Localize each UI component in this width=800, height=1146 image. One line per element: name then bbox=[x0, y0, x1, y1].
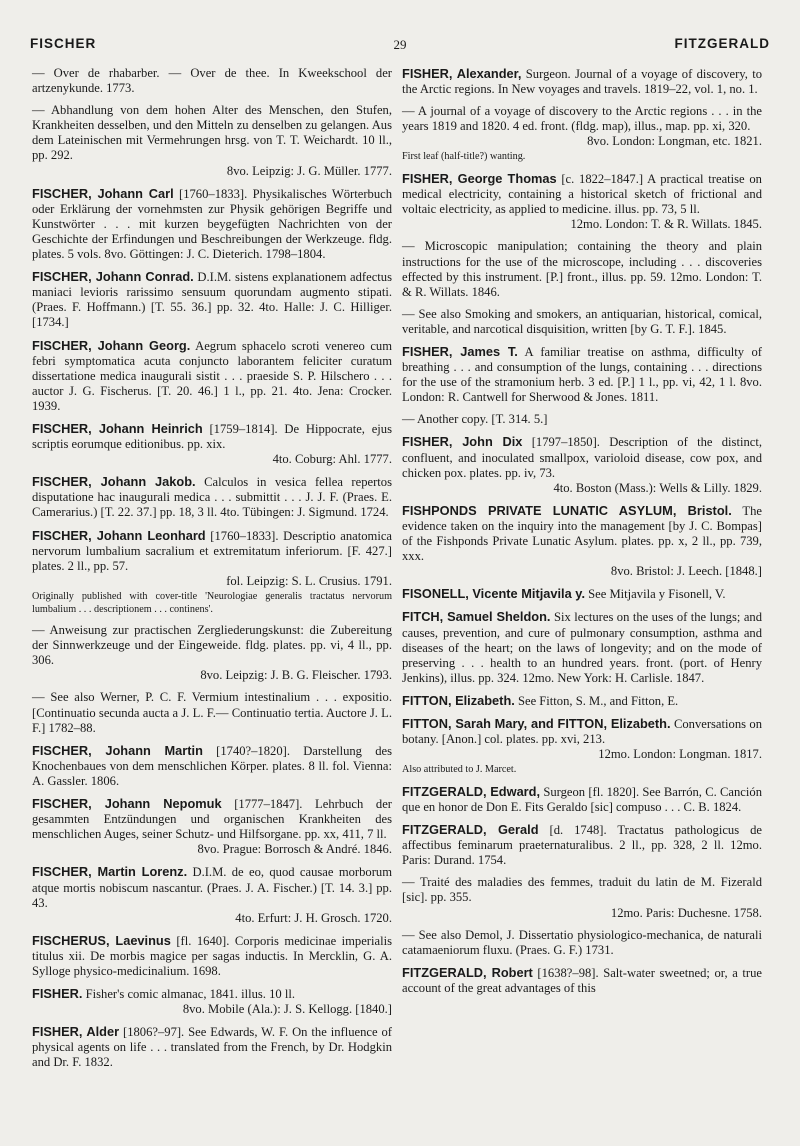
entry-text: See Fitton, S. M., and Fitton, E. bbox=[517, 693, 679, 708]
entry-imprint: fol. Leipzig: S. L. Crusius. 1791. bbox=[226, 573, 392, 588]
catalogue-entry bbox=[32, 421, 392, 467]
entry-heading: FITZGERALD, Gerald bbox=[402, 822, 539, 838]
entry-heading: FISCHER, Johann Carl bbox=[32, 185, 174, 201]
catalogue-entry bbox=[32, 474, 392, 520]
catalogue-entry bbox=[32, 186, 392, 262]
entry-heading: FISCHER, Johann Jakob. bbox=[32, 474, 196, 490]
entry-heading: FISCHER, Johann Leonhard bbox=[32, 527, 206, 543]
entry-text: See Mitjavila y Fisonell, V. bbox=[588, 587, 726, 602]
entry-text: [1777–1847]. Lehrbuch der gesammten Entzündungen und organischen Krankheiten des menschlichen Auges, seiner Schutz- und Hilfsorgane. pp. xx, 411, 7 ll. bbox=[32, 797, 393, 842]
entry-text: [1797–1850]. Description of the distinct, confluent, and inoculated smallpox, varioloid disease, cow pox, and chicken pox. plates. pp. iv, 73. bbox=[402, 435, 762, 480]
entry-text: Fisher's comic almanac, 1841. illus. 10 ll. bbox=[85, 987, 295, 1002]
catalogue-entry bbox=[402, 928, 762, 958]
catalogue-entry bbox=[32, 623, 392, 683]
catalogue-entry bbox=[402, 66, 762, 97]
entry-text: [1806?–97]. See Edwards, W. F. On the influence of physical agents on life . . . translated from the French, by Dr. Hodgkin and Dr. F. 1832. bbox=[32, 1025, 392, 1070]
entry-heading: FITZGERALD, Edward, bbox=[402, 783, 541, 799]
entry-text: [d. 1748]. Tractatus pathologicus de affectibus feminarum praeternaturalibus. 2 ll., pp. 328, 2 ll. 12mo. Paris: Durand. 1754. bbox=[402, 823, 762, 868]
catalogue-entry bbox=[402, 171, 762, 232]
entry-heading: FISONELL, Vicente Mitjavila y. bbox=[402, 586, 585, 602]
entry-heading: FITZGERALD, Robert bbox=[402, 964, 533, 980]
entry-heading: FISCHER, Johann Heinrich bbox=[32, 420, 203, 436]
entry-heading: FISHER. bbox=[32, 986, 83, 1002]
catalogue-entry bbox=[32, 269, 392, 330]
catalogue-entry bbox=[32, 66, 392, 96]
catalogue-entry bbox=[402, 434, 762, 495]
entry-text: Calculos in vesica fellea repertos disputatione hac inaugurali medica . . . submittit . . . J. J. F. (Praes. E. Camerarius.) [T. 22. 37.] pp. 18, 3 ll. 4to. Tübingen: J. Sigmund. 1724. bbox=[32, 475, 392, 520]
entry-text: [c. 1822–1847.] A practical treatise on medical electricity, containing a historical sketch of frictional and voltaic electricity, as applied to medicine. illus. pp. 73, 5 ll. bbox=[402, 172, 762, 217]
entry-imprint: 8vo. Bristol: J. Leech. [1848.] bbox=[610, 564, 762, 579]
entry-text: — Microscopic manipulation; containing the theory and plain instructions for the use of the microscope, including . . . discoveries effected by this instrument. [P.] front., illus. pp. 59. 12mo. London: T. & R. Willats. 1846. bbox=[402, 239, 762, 299]
entry-imprint: 8vo. Leipzig: J. G. Müller. 1777. bbox=[226, 163, 392, 178]
catalogue-entry bbox=[402, 784, 762, 815]
catalogue-entry bbox=[402, 239, 762, 299]
catalogue-entry bbox=[32, 690, 392, 735]
catalogue-entry bbox=[32, 1024, 392, 1070]
entry-text: A familiar treatise on asthma, difficulty of breathing . . . and consumption of the lungs, containing . . . directions for the use of the stramonium herb. 3 ed. [P.] 1 l., pp. vi, 42, 1 l. 8vo. London: R. Cantwell for Sherwood & Jones. 1811. bbox=[402, 345, 762, 405]
catalogue-entry bbox=[402, 104, 762, 164]
entry-heading: FISHER, James T. bbox=[402, 344, 518, 359]
entry-heading: FITTON, Sarah Mary, and FITTON, Elizabeth. bbox=[402, 715, 671, 731]
entry-heading: FISCHER, Johann Nepomuk bbox=[32, 796, 222, 812]
entry-heading: FISHER, George Thomas bbox=[402, 171, 557, 187]
entry-imprint: 8vo. Mobile (Ala.): J. S. Kellogg. [1840.] bbox=[182, 1002, 392, 1017]
entry-heading: FISHER, John Dix bbox=[402, 434, 523, 450]
entry-text: [1740?–1820]. Darstellung des Knochenbaues von dem menschlichen Körper. plates. 8 ll. fol. Vienna: A. Gassler. 1806. bbox=[32, 743, 392, 788]
entry-heading: FISCHER, Martin Lorenz. bbox=[32, 864, 188, 880]
page-number: 29 bbox=[393, 37, 407, 52]
catalogue-entry bbox=[32, 103, 392, 178]
entry-text: [1760–1833]. Descriptio anatomica nervorum lumbalium sacralium et extremitatum inferiorum. [F. 427.] plates. 2 ll., pp. 57. bbox=[32, 528, 393, 573]
entry-text: [1638?–98]. Salt-water sweetned; or, a true account of the great advantages of this bbox=[402, 965, 762, 995]
entry-text: Surgeon. Journal of a voyage of discovery, to the Arctic regions. In New voyages and travels. 1819–22, vol. 1, no. 1. bbox=[402, 67, 762, 97]
entry-text: — Anweisung zur practischen Zergliederungskunst: die Zubereitung der Sinnwerkzeuge und der Eingeweide. fldg. plates. pp. vi, 4 ll., pp. 306. bbox=[32, 623, 392, 668]
left-column bbox=[32, 66, 392, 1078]
entry-text: — Abhandlung von dem hohen Alter des Menschen, den Stufen, Krankheiten desselben, und den Mitteln zu denselben zu gelangen. Aus dem Lateinischen mit Vermehrungen hrsg. von T. T. Weichardt. 10 ll., pp. 292. bbox=[32, 103, 392, 163]
entry-text: — See also Demol, J. Dissertatio physiologico-mechanica, de naturali catamaeniorum fluxu. (Praes. G. F.) 1731. bbox=[402, 927, 762, 957]
entry-text: [1759–1814]. De Hippocrate, ejus scriptis eorumque editionibus. pp. xix. bbox=[32, 421, 392, 452]
entry-heading: FISCHERUS, Laevinus bbox=[32, 932, 171, 948]
catalogue-entry bbox=[402, 822, 762, 868]
entry-imprint: 8vo. Prague: Borrosch & André. 1846. bbox=[197, 842, 392, 857]
entry-text: D.I.M. de eo, quod causae morborum atque mortis nobiscum nascantur. (Praes. J. A. Fischer.) [T. 14. 3.] pp. 43. bbox=[32, 865, 392, 910]
entry-heading: FITTON, Elizabeth. bbox=[402, 692, 515, 708]
header-right-guide-word: FITZGERALD bbox=[674, 36, 770, 51]
catalogue-entry bbox=[32, 796, 392, 857]
catalogue-entry bbox=[32, 338, 392, 414]
entry-text: Aegrum sphacelo scroti venereo cum febri symptomatica acuta conjuncto laborantem feliciter curatum dissertatione medica inaugurali sistit . . . praeside S. P. Hilschero . . . auctor J. G. Fischerus. [T. 20. 46.] 1 l., pp. 21. 4to. Jena: Crocker. 1939. bbox=[32, 338, 392, 413]
entry-imprint: 4to. Erfurt: J. H. Grosch. 1720. bbox=[235, 910, 392, 925]
entry-text: Conversations on botany. [Anon.] col. plates. pp. xvi, 213. bbox=[402, 716, 762, 747]
header-left-guide-word: FISCHER bbox=[30, 36, 97, 51]
entry-text: — Traité des maladies des femmes, traduit du latin de M. Fizerald [sic]. pp. 355. bbox=[402, 875, 762, 905]
entry-heading: FISHER, Alder bbox=[32, 1024, 120, 1040]
catalogue-entry bbox=[402, 875, 762, 920]
catalogue-entry bbox=[402, 307, 762, 337]
entry-heading: FISCHER, Johann Georg. bbox=[32, 337, 191, 353]
entry-imprint: 8vo. London: Longman, etc. 1821. bbox=[587, 134, 762, 149]
running-header bbox=[30, 36, 770, 56]
entry-note: First leaf (half-title?) wanting. bbox=[402, 151, 526, 163]
entry-text: Surgeon [fl. 1820]. See Barrón, C. Canción que en honor de Don E. Fits Geraldo [sic] compuso . . . C. B. 1824. bbox=[402, 784, 762, 814]
entry-text: — See also Smoking and smokers, an antiquarian, historical, comical, veritable, and narcotical disquisition, written [by G. T. F.]. 1845. bbox=[402, 306, 762, 336]
entry-imprint: 12mo. London: Longman. 1817. bbox=[598, 747, 762, 762]
entry-text: — See also Werner, P. C. F. Vermium intestinalium . . . expositio. [Continuatio secunda aucta a J. L. F.— Continuatio tertia. Auctore J. L. F.] 1782–88. bbox=[32, 690, 392, 735]
catalogue-entry bbox=[32, 743, 392, 789]
catalogue-entry bbox=[402, 716, 762, 777]
entry-text: — Over de rhabarber. — Over de thee. In Kweekschool der artzenykunde. 1773. bbox=[32, 66, 392, 96]
entry-heading: FISHER, Alexander, bbox=[402, 66, 522, 81]
entry-heading: FISHPONDS PRIVATE LUNATIC ASYLUM, Bristol. bbox=[402, 502, 732, 518]
catalogue-entry bbox=[402, 965, 762, 996]
catalogue-entry bbox=[402, 609, 762, 685]
entry-text: Six lectures on the uses of the lungs; and causes, prevention, and cure of pulmonary consumption, asthma and diseases of the heart; on the laws of longevity; and on the mode of preserving . . . health to an hundred years. front. (port. of Henry Jenkins), illus. pp. 324. 12mo. New York: H. Carlisle. 1847. bbox=[402, 610, 763, 685]
entry-imprint: 4to. Coburg: Ahl. 1777. bbox=[272, 452, 392, 467]
entry-text: The evidence taken on the inquiry into the management [by J. C. Bompas] of the Fishponds Private Lunatic Asylum. plates. pp. x, 2 ll., pp. 739, xxx. bbox=[402, 503, 763, 564]
catalogue-entry bbox=[402, 503, 762, 579]
entry-text: [1760–1833]. Physikalisches Wörterbuch oder Erklärung der vornehmsten zur Physik gehörigen Begriffe und Kunstwörter . . . mit kurzen beygefügten Nachrichten von der Geschichte der Erfindungen und Beschreibungen der Werkzeuge. fldg. plates. 5 vols. 8vo. Göttingen: J. C. Dieterich. 1798–1804. bbox=[32, 186, 393, 262]
entry-text: — A journal of a voyage of discovery to the Arctic regions . . . in the years 1819 and 1820. 4 ed. front. (fldg. map), illus., map. pp. xi, 320. bbox=[402, 104, 762, 134]
entry-imprint: 12mo. Paris: Duchesne. 1758. bbox=[610, 905, 762, 920]
entry-imprint: 4to. Boston (Mass.): Wells & Lilly. 1829. bbox=[553, 480, 762, 495]
entry-heading: FITCH, Samuel Sheldon. bbox=[402, 609, 551, 625]
catalogue-entry bbox=[402, 586, 762, 602]
catalogue-entry bbox=[32, 864, 392, 925]
entry-text: [fl. 1640]. Corporis medicinae imperialis titulus xii. De morbis magice per sagas inductis. In Mercklin, G. A. Sylloge physico-medicinalium. 1698. bbox=[32, 933, 392, 978]
entry-heading: FISCHER, Johann Martin bbox=[32, 742, 203, 758]
entry-text: D.I.M. sistens explanationem adfectus maniaci levioris rarissimo sensuum quorundam augmento stipati. (Praes. F. Hoffmann.) [T. 55. 36.] pp. 32. 4to. Halle: J. C. Hilliger. [1734.] bbox=[32, 270, 392, 330]
catalogue-entry bbox=[402, 344, 762, 405]
catalogue-entry bbox=[32, 986, 392, 1017]
entry-note: Originally published with cover-title 'Neurologiae generalis tractatus nervorum lumbalium . . . descriptionem . . . continens'. bbox=[32, 590, 392, 615]
entry-imprint: 8vo. Leipzig: J. B. G. Fleischer. 1793. bbox=[200, 668, 392, 683]
entry-note: Also attributed to J. Marcet. bbox=[402, 764, 517, 776]
right-column bbox=[402, 66, 762, 1003]
entry-text: — Another copy. [T. 314. 5.] bbox=[402, 412, 548, 427]
catalogue-entry bbox=[402, 412, 762, 427]
catalogue-entry bbox=[32, 528, 392, 617]
catalogue-entry bbox=[32, 933, 392, 979]
catalogue-entry bbox=[402, 693, 762, 709]
entry-heading: FISCHER, Johann Conrad. bbox=[32, 269, 194, 285]
entry-imprint: 12mo. London: T. & R. Willats. 1845. bbox=[570, 217, 762, 232]
